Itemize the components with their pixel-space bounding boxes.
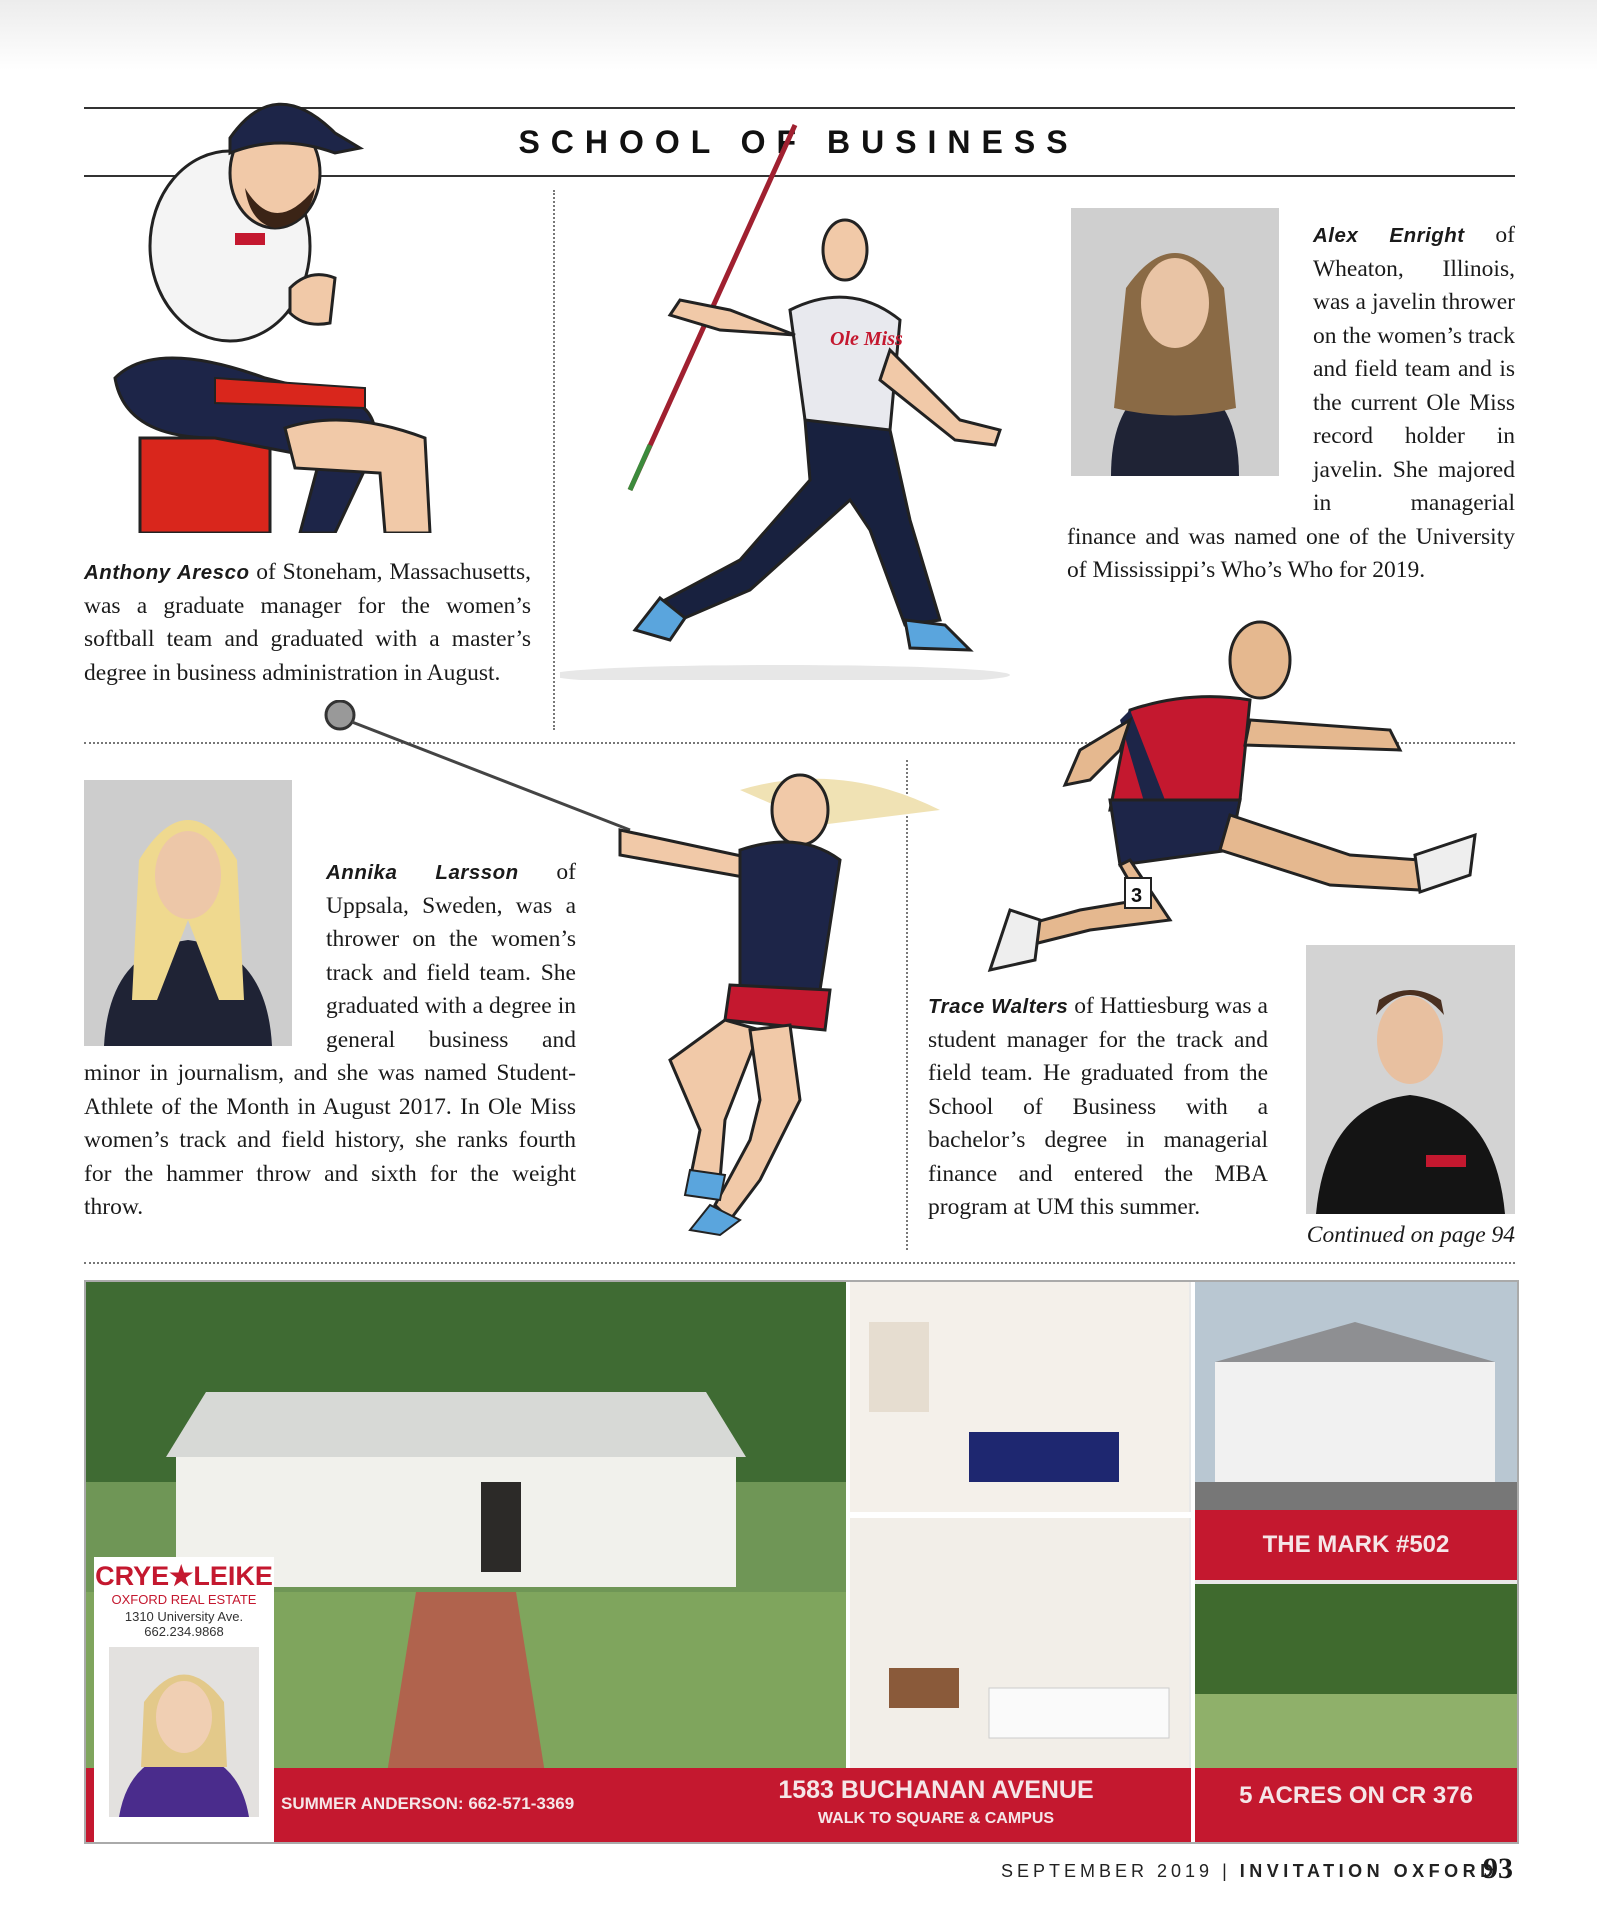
face-shape bbox=[1377, 996, 1443, 1084]
larsson-paragraph bbox=[84, 856, 576, 1225]
shirt-logo bbox=[235, 233, 265, 245]
walters-photo bbox=[1306, 945, 1515, 1214]
hammer-ball bbox=[326, 701, 354, 729]
arm-front bbox=[1245, 720, 1400, 750]
aresco-text: of Stoneham, Massachusetts, was a graduate manager for the women’s softball team and graduated with a master’s degree in business administration in August. bbox=[84, 559, 531, 686]
tights-shape bbox=[665, 420, 940, 625]
enright-text: of Wheaton, Illinois, was a javelin thrower on the women’s track and field team and is the current Ole Miss record holder in javelin. She majored in managerial finance and was named one of the University of Mississippi’s Who’s Who for 2019. bbox=[1067, 222, 1515, 583]
row-divider-bottom bbox=[84, 1262, 1515, 1264]
footer bbox=[1001, 1861, 1498, 1882]
island-shape bbox=[989, 1688, 1169, 1738]
walters-name: Trace Walters bbox=[928, 995, 1069, 1018]
ad-divider-photos bbox=[849, 1512, 1191, 1518]
shoe-front bbox=[905, 620, 970, 650]
shoe-back bbox=[990, 910, 1040, 970]
shorts-shape bbox=[1110, 800, 1240, 865]
hand-shape bbox=[290, 275, 335, 325]
larsson-photo-spacer bbox=[84, 856, 326, 1056]
aresco-paragraph bbox=[84, 556, 531, 690]
parking-shape bbox=[1195, 1482, 1517, 1510]
shoe-front bbox=[1415, 835, 1475, 892]
listing1-subtitle: WALK TO SQUARE & CAMPUS bbox=[686, 1810, 1186, 1828]
brand-address: 1310 University Ave. bbox=[124, 1609, 244, 1624]
enright-photo-spacer bbox=[1067, 219, 1313, 519]
ad-divider-middle bbox=[846, 1282, 850, 1768]
brand-logo: CRYE★LEIKE bbox=[95, 1561, 273, 1591]
page-top-shade bbox=[0, 0, 1597, 70]
footer-date: SEPTEMBER 2019 bbox=[1001, 1861, 1214, 1881]
illustration-seated-coach bbox=[95, 78, 475, 533]
hammer-wire bbox=[352, 722, 630, 830]
walters-text: of Hattiesburg was a student manager for the track and field team. He graduated from the School of Business with a bachelor’s degree in managerial finance and entered the MBA program at UM this summer. bbox=[928, 993, 1268, 1220]
agent-face-shape bbox=[156, 1681, 212, 1753]
shoe-back bbox=[685, 1170, 725, 1200]
arm-front-shape bbox=[880, 350, 1000, 445]
section-title: SCHOOL OF BUSINESS bbox=[518, 124, 1079, 160]
listing1-title: 1583 BUCHANAN AVENUE bbox=[686, 1776, 1186, 1805]
illustration-hurdler bbox=[970, 600, 1490, 980]
jersey-logo: Ole Miss bbox=[830, 328, 903, 350]
stool-shape bbox=[140, 438, 270, 533]
agent-box bbox=[94, 1557, 274, 1842]
hair-shape bbox=[740, 779, 940, 825]
enright-paragraph bbox=[1067, 219, 1515, 588]
treeline-shape bbox=[1195, 1584, 1517, 1694]
javelin-tip bbox=[630, 445, 650, 490]
agent-contact: SUMMER ANDERSON: 662-571-3369 bbox=[281, 1794, 681, 1814]
window-shape bbox=[869, 1322, 929, 1412]
brand-phone: 662.234.9868 bbox=[144, 1624, 224, 1639]
larsson-name: Annika Larsson bbox=[326, 861, 519, 884]
continued-note: Continued on page 94 bbox=[1306, 1222, 1515, 1248]
footer-separator: | bbox=[1222, 1861, 1231, 1881]
listing2-band: THE MARK #502 bbox=[1195, 1510, 1517, 1580]
kitchen-photo bbox=[849, 1518, 1189, 1768]
bib-number: 3 bbox=[1131, 885, 1143, 907]
door-shape bbox=[481, 1482, 521, 1572]
sofa-shape bbox=[969, 1432, 1119, 1482]
enright-name: Alex Enright bbox=[1313, 224, 1465, 247]
real-estate-ad[interactable] bbox=[84, 1280, 1519, 1844]
glove-shape bbox=[215, 378, 365, 408]
head-shape bbox=[772, 775, 828, 845]
jacket-logo bbox=[1426, 1155, 1466, 1167]
leg-front bbox=[1220, 815, 1420, 890]
table-shape bbox=[889, 1668, 959, 1708]
head-shape bbox=[823, 220, 867, 280]
listing3-title: 5 ACRES ON CR 376 bbox=[1195, 1782, 1517, 1810]
ad-divider-right bbox=[1191, 1282, 1195, 1842]
arm-back-shape bbox=[670, 300, 795, 335]
walters-portrait bbox=[1306, 945, 1515, 1214]
page-number: 93 bbox=[1483, 1852, 1513, 1885]
footer-magazine: INVITATION OXFORD bbox=[1239, 1861, 1498, 1881]
land-photo bbox=[1195, 1584, 1517, 1776]
larsson-text: of Uppsala, Sweden, was a thrower on the women’s track and field team. She graduated with a degree in general business and minor in journalism, and she was named Student-Athlete of the Month in August 2017. In Ole Miss women’s track and field history, she ranks fourth for the hammer throw and sixth for the weight throw. bbox=[84, 859, 576, 1220]
aresco-name: Anthony Aresco bbox=[84, 561, 250, 584]
head-shape bbox=[1230, 622, 1290, 698]
condo-photo bbox=[1195, 1282, 1517, 1510]
illustration-javelin-thrower bbox=[560, 120, 1070, 680]
tank-top-shape bbox=[740, 842, 840, 990]
roof-shape bbox=[166, 1392, 746, 1457]
condo-building bbox=[1215, 1362, 1495, 1482]
brand-subtitle: OXFORD REAL ESTATE bbox=[111, 1592, 257, 1607]
column-divider-top bbox=[553, 190, 555, 730]
agent-photo bbox=[109, 1647, 259, 1817]
walters-paragraph bbox=[928, 990, 1268, 1225]
living-room-photo bbox=[849, 1282, 1189, 1512]
shadow-shape bbox=[560, 665, 1010, 680]
